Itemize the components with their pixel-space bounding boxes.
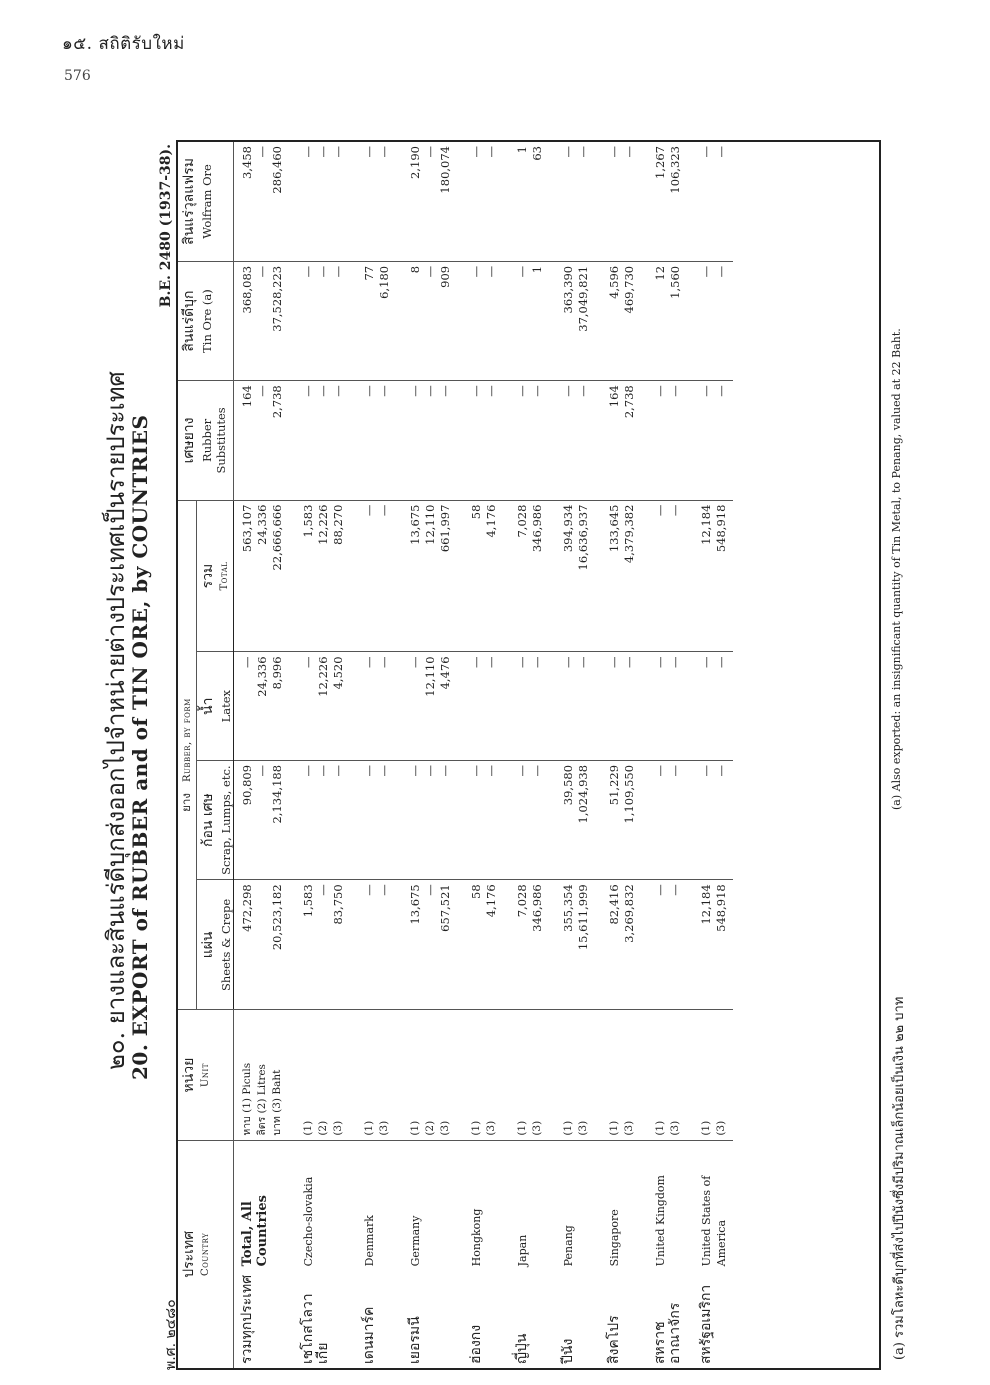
sheets-cell: 1,583 — 83,750 (289, 880, 350, 1010)
table-row (503, 142, 549, 1368)
export-table (178, 142, 733, 1368)
wolfram-cell: — — (687, 142, 733, 261)
table-row (549, 142, 595, 1368)
scrap-cell: — — (641, 760, 687, 879)
title-thai: ๒๐. ยางและสินแร่ดีบุกส่งออกไปจำหน่ายต่างประเทศเป็นรายประเทศ (102, 371, 130, 1070)
unit-cell: (1) (3) (350, 1010, 396, 1140)
sheets-cell: 12,184 548,918 (687, 880, 733, 1010)
wolfram-cell: — — — (289, 142, 350, 261)
sheets-cell: 355,354 15,611,999 (549, 880, 595, 1010)
rubber-group-header: ยาง Rubber, by form (178, 500, 197, 1010)
total-cell: 563,107 24,336 22,666,666 (234, 500, 290, 652)
country-header: ประเทศ Country (178, 1140, 234, 1368)
latex-cell: — — (503, 652, 549, 760)
rotated-table-page (102, 130, 950, 1370)
country-name-english: Czecho-slovakia (302, 1176, 315, 1267)
latex-cell: — — (549, 652, 595, 760)
scrap-cell: — — — (289, 760, 350, 879)
sheets-cell: 82,416 3,269,832 (595, 880, 641, 1010)
table-row (457, 142, 503, 1368)
wolfram-cell: 1,267 106,323 (641, 142, 687, 261)
total-cell: 1,583 12,226 88,270 (289, 500, 350, 652)
unit-cell: (1) (3) (549, 1010, 595, 1140)
unit-cell: (1) (3) (503, 1010, 549, 1140)
country-name-thai: สิงคโปร (606, 1315, 622, 1364)
tin-cell: 4,596 469,730 (595, 261, 641, 380)
country-name-thai: เยอรมนี (407, 1316, 423, 1364)
latex-cell: — — (641, 652, 687, 760)
wolfram-cell: — — (457, 142, 503, 261)
total-cell: — — (350, 500, 396, 652)
subst-cell: — — (457, 381, 503, 500)
total-cell: — — (641, 500, 687, 652)
country-name-english: Singapore (608, 1209, 621, 1267)
tin-cell: 363,390 37,049,821 (549, 261, 595, 380)
wolfram-cell: 2,190 — 180,074 (396, 142, 457, 261)
footnote-thai: (a) รวมโลหะดีบุกที่ส่งไปปีนังซึ่งมีปริมาณเล็กน้อยเป็นเงิน ๒๒ บาท (892, 996, 907, 1360)
tin-ore-header: สินแร่ดีบุก Tin Ore (a) (178, 261, 234, 380)
table-frame (176, 140, 881, 1370)
country-name-thai: สหรัฐอเมริกา (698, 1284, 714, 1364)
scrap-cell: — — (503, 760, 549, 879)
country-name-english: Japan (516, 1234, 529, 1267)
table-row (641, 142, 687, 1368)
table-row (289, 142, 350, 1368)
wolfram-header: สินแร่วุลแฟรม Wolfram Ore (178, 142, 234, 261)
year-th: พ.ศ. ๒๔๘๐ (163, 1299, 179, 1370)
country-name-thai: ฮ่องกง (468, 1324, 484, 1364)
title-english: 20. EXPORT of RUBBER and of TIN ORE, by COUNTRIES (128, 414, 152, 1080)
scrap-cell: 90,809 — 2,134,188 (234, 760, 290, 879)
scrap-cell: — — (457, 760, 503, 879)
latex-cell: — — (595, 652, 641, 760)
total-cell: 13,675 12,110 661,997 (396, 500, 457, 652)
sheets-cell: 58 4,176 (457, 880, 503, 1010)
scrap-header: ก้อน เศษ Scrap, Lumps, etc. (197, 760, 234, 879)
wolfram-cell: 1 63 (503, 142, 549, 261)
subst-cell: — — (687, 381, 733, 500)
subst-cell: — — — (396, 381, 457, 500)
subst-cell: 164 — 2,738 (234, 381, 290, 500)
sheets-cell: 13,675 — 657,521 (396, 880, 457, 1010)
latex-cell: — 24,336 8,996 (234, 652, 290, 760)
country-name-english: Germany (409, 1215, 422, 1267)
sheets-header: แผ่น Sheets & Crepe (197, 880, 234, 1010)
unit-cell: (1) (3) (457, 1010, 503, 1140)
country-name-english: Penang (562, 1225, 575, 1267)
country-name-english: Hongkong (470, 1208, 483, 1267)
latex-cell: — 12,110 4,476 (396, 652, 457, 760)
wolfram-cell: — — (595, 142, 641, 261)
scrap-cell: 39,580 1,024,938 (549, 760, 595, 879)
unit-cell: (1) (2) (3) (289, 1010, 350, 1140)
table-row (350, 142, 396, 1368)
latex-cell: — 12,226 4,520 (289, 652, 350, 760)
tin-cell: — — (687, 261, 733, 380)
tin-cell: — 1 (503, 261, 549, 380)
country-name-english: Total, All Countries (240, 1195, 270, 1267)
scrap-cell: — — (687, 760, 733, 879)
unit-header: หน่วย Unit (178, 1010, 234, 1140)
country-name-english: United Kingdom (654, 1175, 667, 1267)
country-name-thai: สหราชอาณาจักร (652, 1302, 683, 1364)
subst-cell: — — (549, 381, 595, 500)
sheets-cell: 7,028 346,986 (503, 880, 549, 1010)
running-header: ๑๕. สถิติรับใหม่ (62, 34, 185, 54)
tin-cell: 12 1,560 (641, 261, 687, 380)
unit-cell: (1) (3) (641, 1010, 687, 1140)
total-cell: 7,028 346,986 (503, 500, 549, 652)
tin-cell: — — — (289, 261, 350, 380)
unit-cell: หาบ (1) Piculs ลิตร (2) Litres บาท (3) Baht (234, 1010, 290, 1140)
country-name-thai: ปีนัง (560, 1338, 576, 1364)
sheets-cell: — — (641, 880, 687, 1010)
total-cell: 58 4,176 (457, 500, 503, 652)
latex-cell: — — (350, 652, 396, 760)
wolfram-cell: — — (350, 142, 396, 261)
subst-cell: — — (503, 381, 549, 500)
unit-cell: (1) (3) (595, 1010, 641, 1140)
country-name-thai: รวมทุกประเทศ (239, 1274, 255, 1364)
country-name-thai: ญี่ปุ่น (514, 1333, 530, 1364)
table-row (595, 142, 641, 1368)
substitutes-header: เศษยาง Rubber Substitutes (178, 381, 234, 500)
page-number: 576 (64, 68, 91, 84)
total-header: รวม Total (197, 500, 234, 652)
sheets-cell: 472,298 20,523,182 (234, 880, 290, 1010)
tin-cell: 8 — 909 (396, 261, 457, 380)
wolfram-cell: — — (549, 142, 595, 261)
table-row (687, 142, 733, 1368)
table-row (396, 142, 457, 1368)
subst-cell: 164 2,738 (595, 381, 641, 500)
total-cell: 12,184 548,918 (687, 500, 733, 652)
country-name-english: Denmark (363, 1215, 376, 1267)
subst-cell: — — — (289, 381, 350, 500)
tin-cell: 77 6,180 (350, 261, 396, 380)
unit-cell: (1) (2) (3) (396, 1010, 457, 1140)
sheets-cell: — — (350, 880, 396, 1010)
country-name-thai: เดนมาร์ค (361, 1306, 377, 1364)
total-cell: 394,934 16,636,937 (549, 500, 595, 652)
year-en: B.E. 2480 (1937-38). (158, 144, 174, 308)
unit-cell: (1) (3) (687, 1010, 733, 1140)
tin-cell: — — (457, 261, 503, 380)
latex-header: น้ำ Latex (197, 652, 234, 760)
subst-cell: — — (641, 381, 687, 500)
tin-cell: 368,083 — 37,528,223 (234, 261, 290, 380)
wolfram-cell: 3,458 — 286,460 (234, 142, 290, 261)
total-cell: 133,645 4,379,382 (595, 500, 641, 652)
subst-cell: — — (350, 381, 396, 500)
scrap-cell: 51,229 1,109,550 (595, 760, 641, 879)
table-row (234, 142, 290, 1368)
footnote-english: (a) Also exported: an insignificant quantity of Tin Metal, to Penang, valued at 22 Baht. (890, 328, 903, 810)
latex-cell: — — (687, 652, 733, 760)
table-body (234, 142, 734, 1368)
latex-cell: — — (457, 652, 503, 760)
scrap-cell: — — — (396, 760, 457, 879)
country-name-english: United States of America (700, 1175, 728, 1267)
scrap-cell: — — (350, 760, 396, 879)
country-name-thai: เชโกสโลวาเกีย (300, 1293, 331, 1364)
